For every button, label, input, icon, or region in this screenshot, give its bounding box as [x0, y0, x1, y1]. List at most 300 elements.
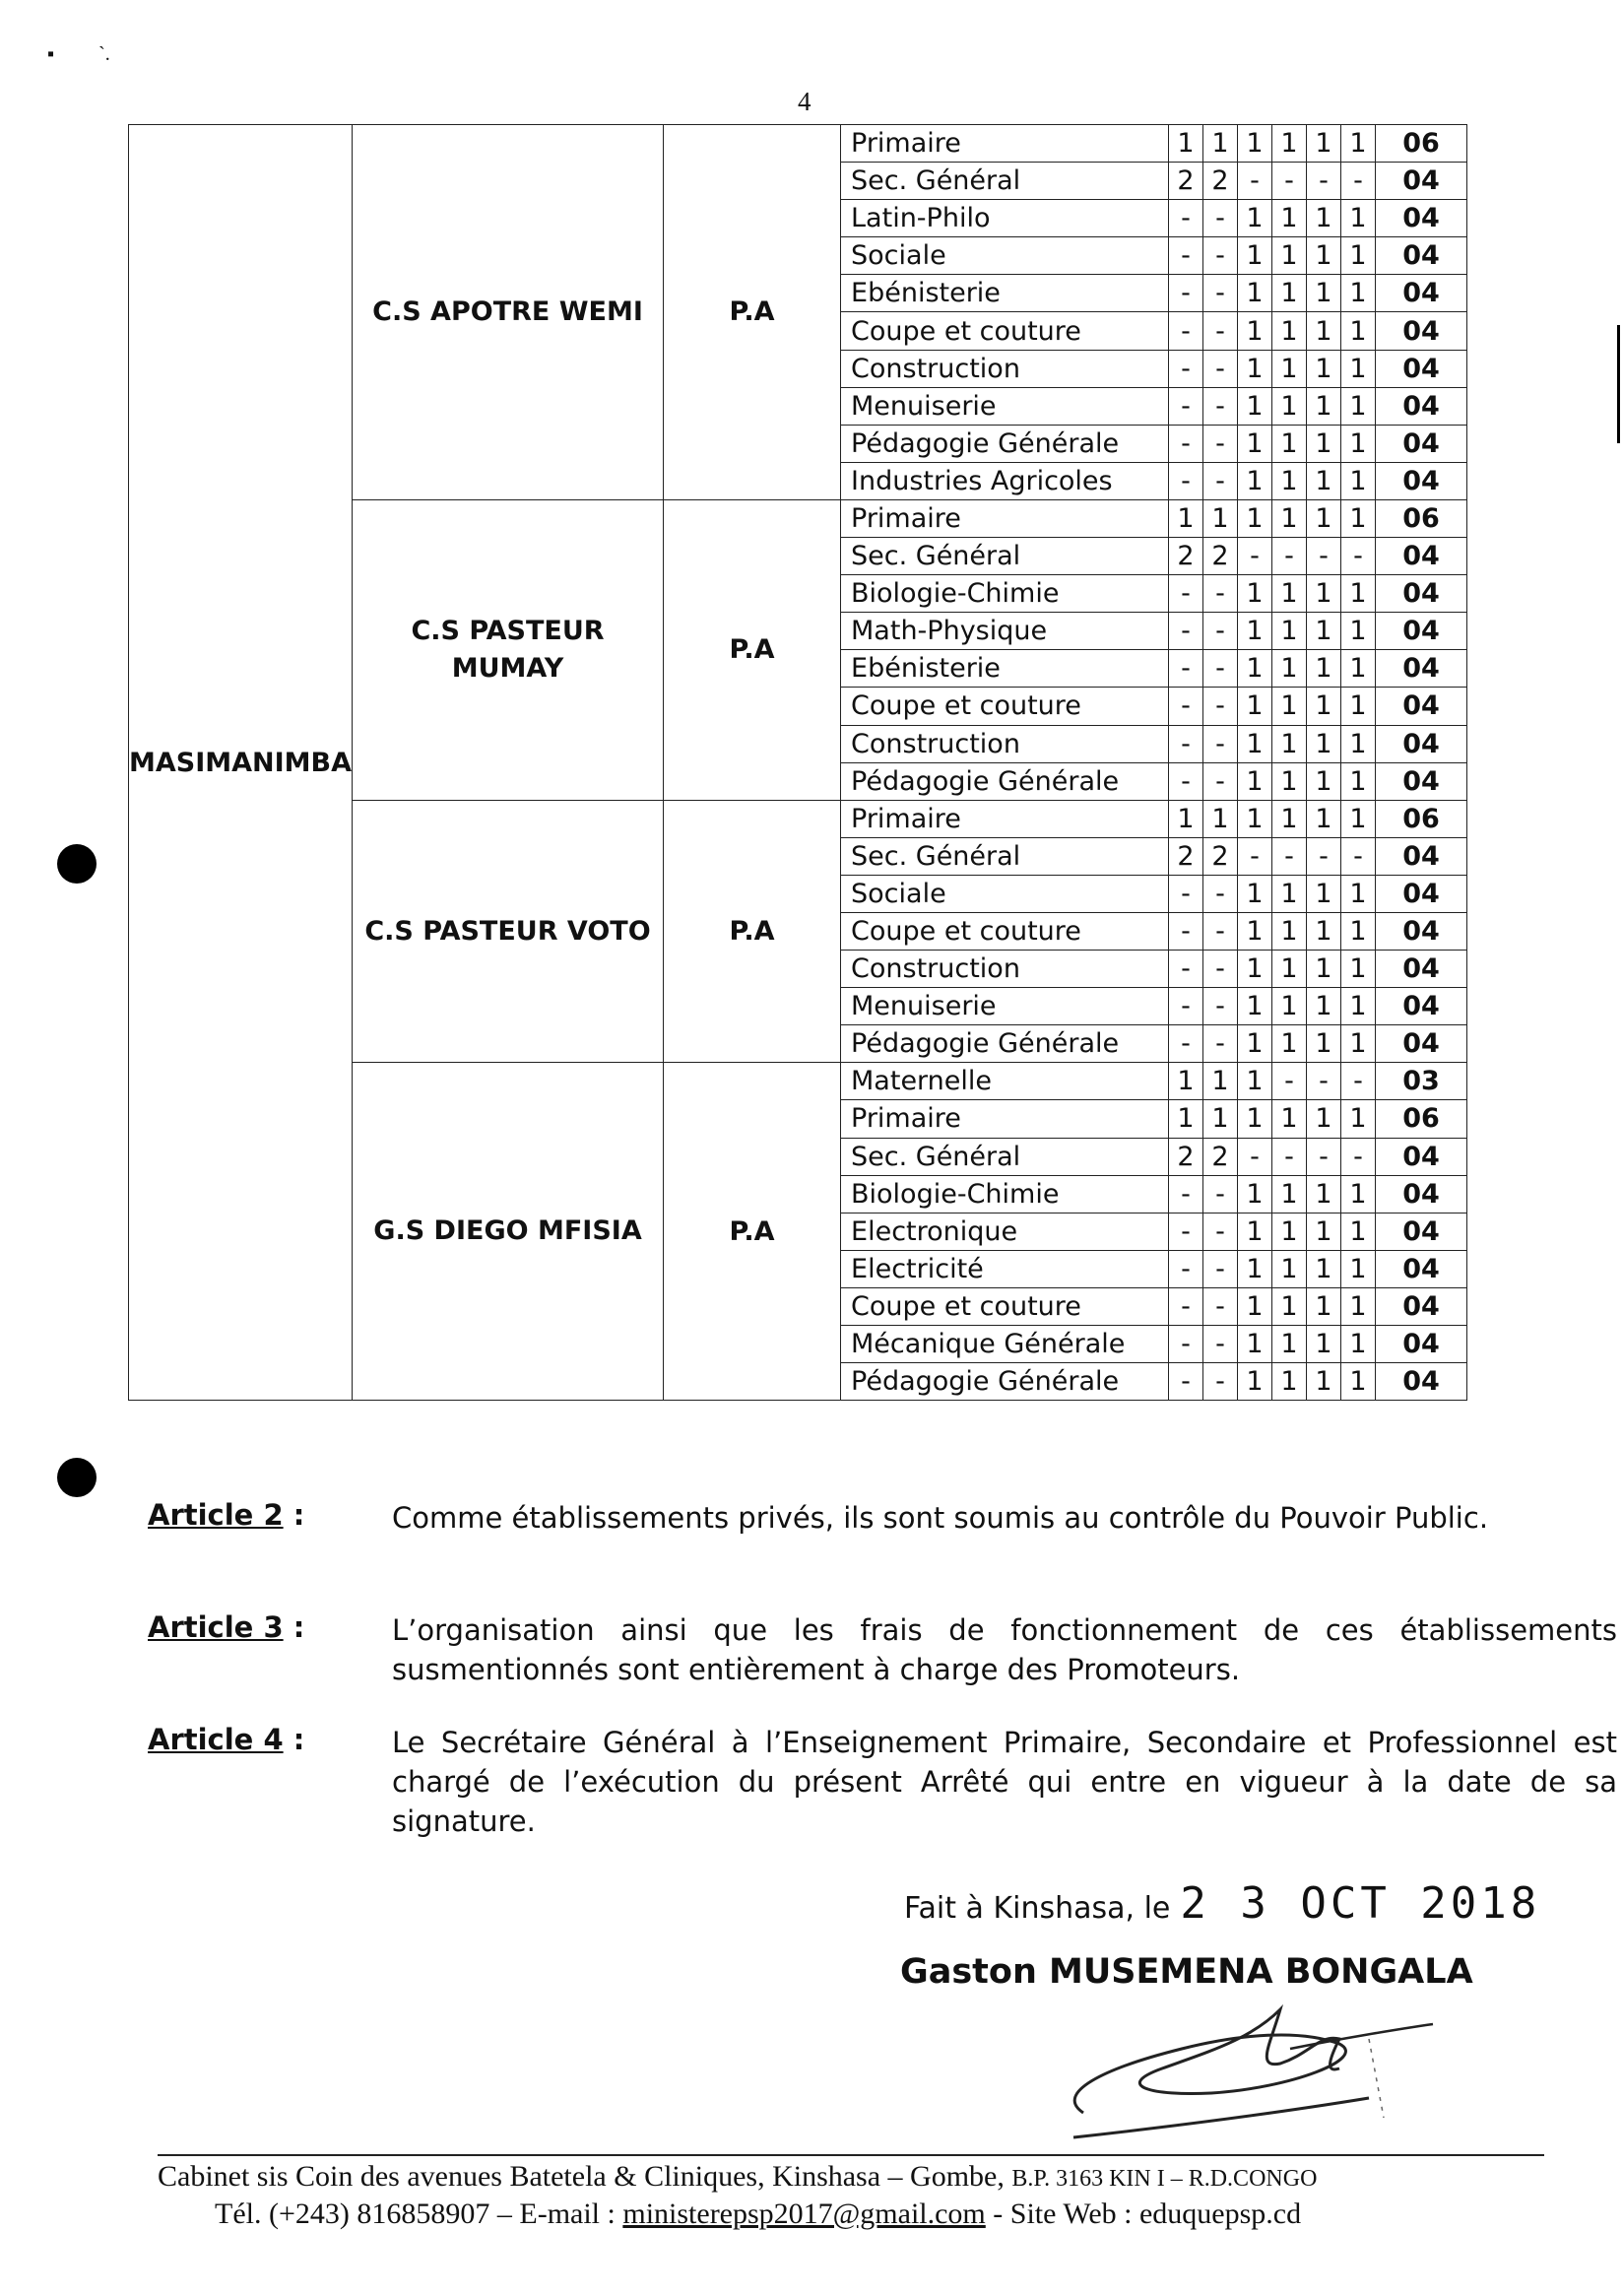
year-cell: 1	[1238, 350, 1272, 387]
year-cell: 1	[1272, 688, 1307, 725]
year-cell: -	[1341, 538, 1376, 575]
total-cell: 04	[1376, 951, 1467, 988]
total-cell: 04	[1376, 1363, 1467, 1401]
year-cell: -	[1203, 1326, 1238, 1363]
year-cell: -	[1169, 1250, 1203, 1287]
year-cell: -	[1169, 912, 1203, 950]
year-cell: 1	[1341, 1250, 1376, 1287]
total-cell: 04	[1376, 312, 1467, 350]
total-cell: 04	[1376, 1025, 1467, 1063]
year-cell: -	[1203, 1250, 1238, 1287]
year-cell: 1	[1307, 650, 1341, 688]
footer-contact: Tél. (+243) 816858907 – E-mail : ministerepsp2017@gmail.com - Site Web : eduquepsp.cd	[215, 2198, 1302, 2230]
total-cell: 06	[1376, 1100, 1467, 1138]
option-cell: Sociale	[841, 875, 1169, 912]
year-cell: 1	[1341, 312, 1376, 350]
year-cell: 1	[1307, 1250, 1341, 1287]
year-cell: -	[1203, 688, 1238, 725]
year-cell: -	[1169, 425, 1203, 462]
year-cell: -	[1238, 163, 1272, 200]
total-cell: 04	[1376, 237, 1467, 275]
year-cell: 1	[1341, 499, 1376, 537]
school-regime: P.A	[664, 125, 841, 500]
year-cell: -	[1203, 575, 1238, 613]
total-cell: 06	[1376, 499, 1467, 537]
handwritten-signature	[1044, 2000, 1458, 2147]
year-cell: 1	[1341, 762, 1376, 800]
year-cell: -	[1203, 1025, 1238, 1063]
year-cell: -	[1203, 312, 1238, 350]
year-cell: -	[1169, 762, 1203, 800]
year-cell: 1	[1272, 387, 1307, 425]
option-cell: Pédagogie Générale	[841, 1363, 1169, 1401]
option-cell: Coupe et couture	[841, 912, 1169, 950]
year-cell: -	[1203, 762, 1238, 800]
year-cell: 1	[1307, 312, 1341, 350]
year-cell: 1	[1341, 1363, 1376, 1401]
year-cell: -	[1203, 650, 1238, 688]
total-cell: 04	[1376, 988, 1467, 1025]
total-cell: 04	[1376, 350, 1467, 387]
year-cell: 1	[1272, 1025, 1307, 1063]
year-cell: 1	[1341, 988, 1376, 1025]
year-cell: -	[1203, 350, 1238, 387]
year-cell: -	[1203, 613, 1238, 650]
total-cell: 04	[1376, 538, 1467, 575]
year-cell: 1	[1272, 1100, 1307, 1138]
option-cell: Biologie-Chimie	[841, 1175, 1169, 1213]
year-cell: 1	[1307, 613, 1341, 650]
option-cell: Sec. Général	[841, 538, 1169, 575]
year-cell: -	[1341, 1138, 1376, 1175]
footer-address: Cabinet sis Coin des avenues Batetela & Cliniques, Kinshasa – Gombe, B.P. 3163 KIN I – R.D.CONGO	[158, 2160, 1318, 2193]
year-cell: 2	[1203, 538, 1238, 575]
option-cell: Primaire	[841, 125, 1169, 163]
total-cell: 04	[1376, 200, 1467, 237]
year-cell: -	[1169, 350, 1203, 387]
total-cell: 04	[1376, 875, 1467, 912]
year-cell: 1	[1307, 951, 1341, 988]
year-cell: 1	[1272, 462, 1307, 499]
option-cell: Mécanique Générale	[841, 1326, 1169, 1363]
year-cell: 1	[1169, 1100, 1203, 1138]
option-cell: Maternelle	[841, 1063, 1169, 1100]
year-cell: -	[1169, 462, 1203, 499]
year-cell: 1	[1238, 650, 1272, 688]
year-cell: 1	[1307, 275, 1341, 312]
year-cell: -	[1203, 1287, 1238, 1325]
year-cell: -	[1169, 650, 1203, 688]
total-cell: 04	[1376, 575, 1467, 613]
total-cell: 04	[1376, 163, 1467, 200]
year-cell: 1	[1341, 951, 1376, 988]
place-date	[904, 1878, 1540, 1929]
year-cell: 1	[1238, 1326, 1272, 1363]
year-cell: -	[1203, 1175, 1238, 1213]
year-cell: 1	[1272, 425, 1307, 462]
year-cell: 1	[1307, 1287, 1341, 1325]
total-cell: 03	[1376, 1063, 1467, 1100]
year-cell: 1	[1341, 1100, 1376, 1138]
year-cell: 1	[1272, 1326, 1307, 1363]
year-cell: 1	[1307, 237, 1341, 275]
option-cell: Sec. Général	[841, 1138, 1169, 1175]
page-number: 4	[798, 87, 812, 116]
year-cell: -	[1169, 575, 1203, 613]
year-cell: 1	[1203, 1100, 1238, 1138]
year-cell: 1	[1307, 1025, 1341, 1063]
year-cell: 1	[1307, 425, 1341, 462]
year-cell: 1	[1341, 1213, 1376, 1250]
year-cell: 1	[1341, 125, 1376, 163]
year-cell: 1	[1307, 912, 1341, 950]
year-cell: 1	[1203, 800, 1238, 837]
year-cell: -	[1169, 275, 1203, 312]
year-cell: 1	[1238, 387, 1272, 425]
school-name: G.S DIEGO MFISIA	[353, 1063, 664, 1401]
total-cell: 04	[1376, 762, 1467, 800]
year-cell: 1	[1341, 575, 1376, 613]
year-cell: 1	[1272, 1213, 1307, 1250]
year-cell: 1	[1307, 1363, 1341, 1401]
year-cell: 1	[1272, 575, 1307, 613]
year-cell: 1	[1238, 1100, 1272, 1138]
footer	[158, 2159, 1544, 2232]
year-cell: 1	[1203, 499, 1238, 537]
year-cell: -	[1169, 988, 1203, 1025]
total-cell: 04	[1376, 1138, 1467, 1175]
year-cell: 1	[1272, 237, 1307, 275]
year-cell: 1	[1341, 800, 1376, 837]
year-cell: 1	[1203, 1063, 1238, 1100]
year-cell: -	[1203, 912, 1238, 950]
year-cell: 1	[1341, 650, 1376, 688]
year-cell: 1	[1169, 125, 1203, 163]
year-cell: 2	[1203, 837, 1238, 875]
option-cell: Primaire	[841, 800, 1169, 837]
year-cell: 1	[1238, 237, 1272, 275]
year-cell: 1	[1272, 1363, 1307, 1401]
year-cell: 1	[1238, 575, 1272, 613]
year-cell: -	[1169, 875, 1203, 912]
year-cell: -	[1169, 1025, 1203, 1063]
year-cell: -	[1203, 462, 1238, 499]
year-cell: 1	[1272, 1287, 1307, 1325]
year-cell: 1	[1238, 725, 1272, 762]
year-cell: -	[1169, 613, 1203, 650]
school-name: C.S APOTRE WEMI	[353, 125, 664, 500]
year-cell: 1	[1341, 350, 1376, 387]
year-cell: 1	[1238, 1063, 1272, 1100]
place-prefix: Fait à Kinshasa, le	[904, 1891, 1171, 1926]
year-cell: 1	[1341, 1025, 1376, 1063]
article-label: Article 2 :	[148, 1498, 305, 1532]
year-cell: -	[1203, 1213, 1238, 1250]
year-cell: -	[1203, 875, 1238, 912]
year-cell: -	[1203, 275, 1238, 312]
year-cell: -	[1169, 1175, 1203, 1213]
option-cell: Ebénisterie	[841, 275, 1169, 312]
year-cell: -	[1238, 538, 1272, 575]
year-cell: -	[1169, 237, 1203, 275]
year-cell: 1	[1238, 499, 1272, 537]
year-cell: 1	[1341, 237, 1376, 275]
year-cell: -	[1169, 1213, 1203, 1250]
year-cell: 1	[1272, 725, 1307, 762]
year-cell: 1	[1307, 200, 1341, 237]
year-cell: 1	[1238, 1025, 1272, 1063]
total-cell: 04	[1376, 387, 1467, 425]
year-cell: 1	[1238, 1363, 1272, 1401]
option-cell: Biologie-Chimie	[841, 575, 1169, 613]
year-cell: 1	[1307, 1100, 1341, 1138]
option-cell: Latin-Philo	[841, 200, 1169, 237]
option-cell: Pédagogie Générale	[841, 1025, 1169, 1063]
year-cell: -	[1169, 312, 1203, 350]
year-cell: 1	[1307, 125, 1341, 163]
year-cell: -	[1341, 837, 1376, 875]
schools-table	[128, 124, 1467, 1401]
total-cell: 04	[1376, 650, 1467, 688]
year-cell: 1	[1238, 1287, 1272, 1325]
scan-specks: ▪ `.	[47, 43, 110, 65]
year-cell: -	[1203, 200, 1238, 237]
year-cell: 1	[1341, 875, 1376, 912]
total-cell: 04	[1376, 275, 1467, 312]
year-cell: 1	[1272, 200, 1307, 237]
year-cell: -	[1203, 387, 1238, 425]
option-cell: Pédagogie Générale	[841, 762, 1169, 800]
year-cell: 1	[1238, 762, 1272, 800]
option-cell: Construction	[841, 350, 1169, 387]
year-cell: 1	[1272, 275, 1307, 312]
year-cell: 1	[1238, 951, 1272, 988]
year-cell: 1	[1169, 800, 1203, 837]
year-cell: 1	[1272, 762, 1307, 800]
year-cell: -	[1272, 837, 1307, 875]
year-cell: -	[1169, 1287, 1203, 1325]
year-cell: 1	[1307, 762, 1341, 800]
total-cell: 04	[1376, 1326, 1467, 1363]
year-cell: 1	[1272, 499, 1307, 537]
year-cell: -	[1203, 237, 1238, 275]
year-cell: 2	[1169, 538, 1203, 575]
year-cell: -	[1341, 163, 1376, 200]
year-cell: 1	[1238, 275, 1272, 312]
year-cell: 1	[1341, 462, 1376, 499]
option-cell: Sec. Général	[841, 163, 1169, 200]
school-regime: P.A	[664, 800, 841, 1063]
year-cell: 1	[1307, 350, 1341, 387]
year-cell: -	[1307, 1138, 1341, 1175]
option-cell: Sociale	[841, 237, 1169, 275]
year-cell: 1	[1238, 688, 1272, 725]
total-cell: 04	[1376, 725, 1467, 762]
total-cell: 04	[1376, 1213, 1467, 1250]
total-cell: 04	[1376, 1287, 1467, 1325]
year-cell: 1	[1203, 125, 1238, 163]
year-cell: -	[1307, 1063, 1341, 1100]
year-cell: 1	[1272, 800, 1307, 837]
option-cell: Primaire	[841, 499, 1169, 537]
year-cell: -	[1307, 837, 1341, 875]
year-cell: 1	[1169, 499, 1203, 537]
year-cell: 1	[1307, 387, 1341, 425]
school-regime: P.A	[664, 499, 841, 800]
option-cell: Math-Physique	[841, 613, 1169, 650]
year-cell: 1	[1307, 725, 1341, 762]
school-regime: P.A	[664, 1063, 841, 1401]
year-cell: 2	[1169, 163, 1203, 200]
option-cell: Pédagogie Générale	[841, 425, 1169, 462]
footer-rule	[158, 2154, 1544, 2156]
year-cell: 1	[1341, 1175, 1376, 1213]
option-cell: Primaire	[841, 1100, 1169, 1138]
year-cell: 1	[1272, 650, 1307, 688]
year-cell: 1	[1169, 1063, 1203, 1100]
year-cell: 1	[1238, 988, 1272, 1025]
year-cell: 1	[1238, 912, 1272, 950]
year-cell: 1	[1307, 875, 1341, 912]
year-cell: 1	[1307, 575, 1341, 613]
punch-hole	[57, 844, 97, 884]
school-name: C.S PASTEUR VOTO	[353, 800, 664, 1063]
year-cell: -	[1169, 951, 1203, 988]
year-cell: -	[1203, 725, 1238, 762]
option-cell: Menuiserie	[841, 988, 1169, 1025]
option-cell: Coupe et couture	[841, 1287, 1169, 1325]
year-cell: 1	[1238, 875, 1272, 912]
total-cell: 06	[1376, 800, 1467, 837]
year-cell: -	[1272, 538, 1307, 575]
year-cell: 1	[1341, 200, 1376, 237]
year-cell: -	[1238, 1138, 1272, 1175]
option-cell: Construction	[841, 725, 1169, 762]
date-stamp: 2 3 OCT 2018	[1180, 1878, 1541, 1929]
year-cell: -	[1169, 1326, 1203, 1363]
year-cell: -	[1169, 1363, 1203, 1401]
year-cell: 1	[1272, 1175, 1307, 1213]
year-cell: -	[1307, 163, 1341, 200]
year-cell: 1	[1272, 613, 1307, 650]
year-cell: 1	[1341, 387, 1376, 425]
year-cell: 2	[1169, 837, 1203, 875]
year-cell: -	[1272, 1063, 1307, 1100]
option-cell: Menuiserie	[841, 387, 1169, 425]
option-cell: Electronique	[841, 1213, 1169, 1250]
scan-edge-mark	[1617, 325, 1620, 443]
year-cell: 1	[1341, 1326, 1376, 1363]
option-cell: Coupe et couture	[841, 688, 1169, 725]
article-text: L’organisation ainsi que les frais de fonctionnement de ces établissements susmentionnés sont entièrement à charge des Promoteurs.	[392, 1613, 1617, 1686]
option-cell: Ebénisterie	[841, 650, 1169, 688]
total-cell: 04	[1376, 837, 1467, 875]
total-cell: 06	[1376, 125, 1467, 163]
total-cell: 04	[1376, 688, 1467, 725]
year-cell: 1	[1341, 725, 1376, 762]
year-cell: 1	[1272, 912, 1307, 950]
year-cell: 1	[1238, 425, 1272, 462]
year-cell: 1	[1238, 200, 1272, 237]
year-cell: 1	[1272, 350, 1307, 387]
year-cell: 1	[1238, 125, 1272, 163]
total-cell: 04	[1376, 1250, 1467, 1287]
year-cell: 1	[1238, 312, 1272, 350]
total-cell: 04	[1376, 1175, 1467, 1213]
year-cell: 1	[1341, 275, 1376, 312]
year-cell: 1	[1307, 1213, 1341, 1250]
year-cell: 1	[1307, 499, 1341, 537]
year-cell: 1	[1341, 613, 1376, 650]
year-cell: 1	[1341, 688, 1376, 725]
year-cell: 1	[1341, 1287, 1376, 1325]
year-cell: 1	[1341, 425, 1376, 462]
year-cell: 1	[1307, 462, 1341, 499]
year-cell: -	[1203, 951, 1238, 988]
year-cell: 1	[1272, 1250, 1307, 1287]
year-cell: 1	[1307, 1326, 1341, 1363]
total-cell: 04	[1376, 425, 1467, 462]
year-cell: 1	[1272, 988, 1307, 1025]
year-cell: 1	[1238, 1213, 1272, 1250]
year-cell: 1	[1307, 1175, 1341, 1213]
year-cell: 1	[1238, 613, 1272, 650]
punch-hole	[57, 1458, 97, 1497]
year-cell: -	[1307, 538, 1341, 575]
year-cell: 1	[1238, 462, 1272, 499]
total-cell: 04	[1376, 462, 1467, 499]
year-cell: -	[1169, 200, 1203, 237]
year-cell: 1	[1238, 800, 1272, 837]
year-cell: 1	[1307, 688, 1341, 725]
article-text: Le Secrétaire Général à l’Enseignement Primaire, Secondaire et Professionnel est chargé de l’exécution du présent Arrêté qui entre en vigueur à la date de sa signature.	[392, 1726, 1617, 1838]
year-cell: -	[1238, 837, 1272, 875]
year-cell: -	[1169, 387, 1203, 425]
year-cell: 1	[1238, 1250, 1272, 1287]
year-cell: -	[1341, 1063, 1376, 1100]
option-cell: Industries Agricoles	[841, 462, 1169, 499]
year-cell: 2	[1203, 1138, 1238, 1175]
school-name: C.S PASTEUR MUMAY	[353, 499, 664, 800]
option-cell: Electricité	[841, 1250, 1169, 1287]
year-cell: 1	[1307, 800, 1341, 837]
email-link[interactable]: ministerepsp2017@gmail.com	[622, 2198, 986, 2230]
year-cell: 1	[1307, 988, 1341, 1025]
year-cell: -	[1203, 1363, 1238, 1401]
year-cell: 1	[1272, 951, 1307, 988]
total-cell: 04	[1376, 613, 1467, 650]
table-row	[129, 125, 1467, 163]
signer-name: Gaston MUSEMENA BONGALA	[900, 1952, 1473, 1992]
option-cell: Construction	[841, 951, 1169, 988]
year-cell: -	[1272, 163, 1307, 200]
total-cell: 04	[1376, 912, 1467, 950]
year-cell: -	[1272, 1138, 1307, 1175]
article-label: Article 3 :	[148, 1610, 305, 1644]
territory-cell: MASIMANIMBA	[129, 125, 353, 1401]
year-cell: 1	[1272, 125, 1307, 163]
year-cell: -	[1169, 725, 1203, 762]
year-cell: -	[1203, 425, 1238, 462]
year-cell: 1	[1272, 312, 1307, 350]
option-cell: Sec. Général	[841, 837, 1169, 875]
year-cell: 2	[1169, 1138, 1203, 1175]
article-text: Comme établissements privés, ils sont soumis au contrôle du Pouvoir Public.	[392, 1501, 1489, 1535]
year-cell: -	[1203, 988, 1238, 1025]
year-cell: 1	[1272, 875, 1307, 912]
article-label: Article 4 :	[148, 1723, 305, 1756]
year-cell: 2	[1203, 163, 1238, 200]
